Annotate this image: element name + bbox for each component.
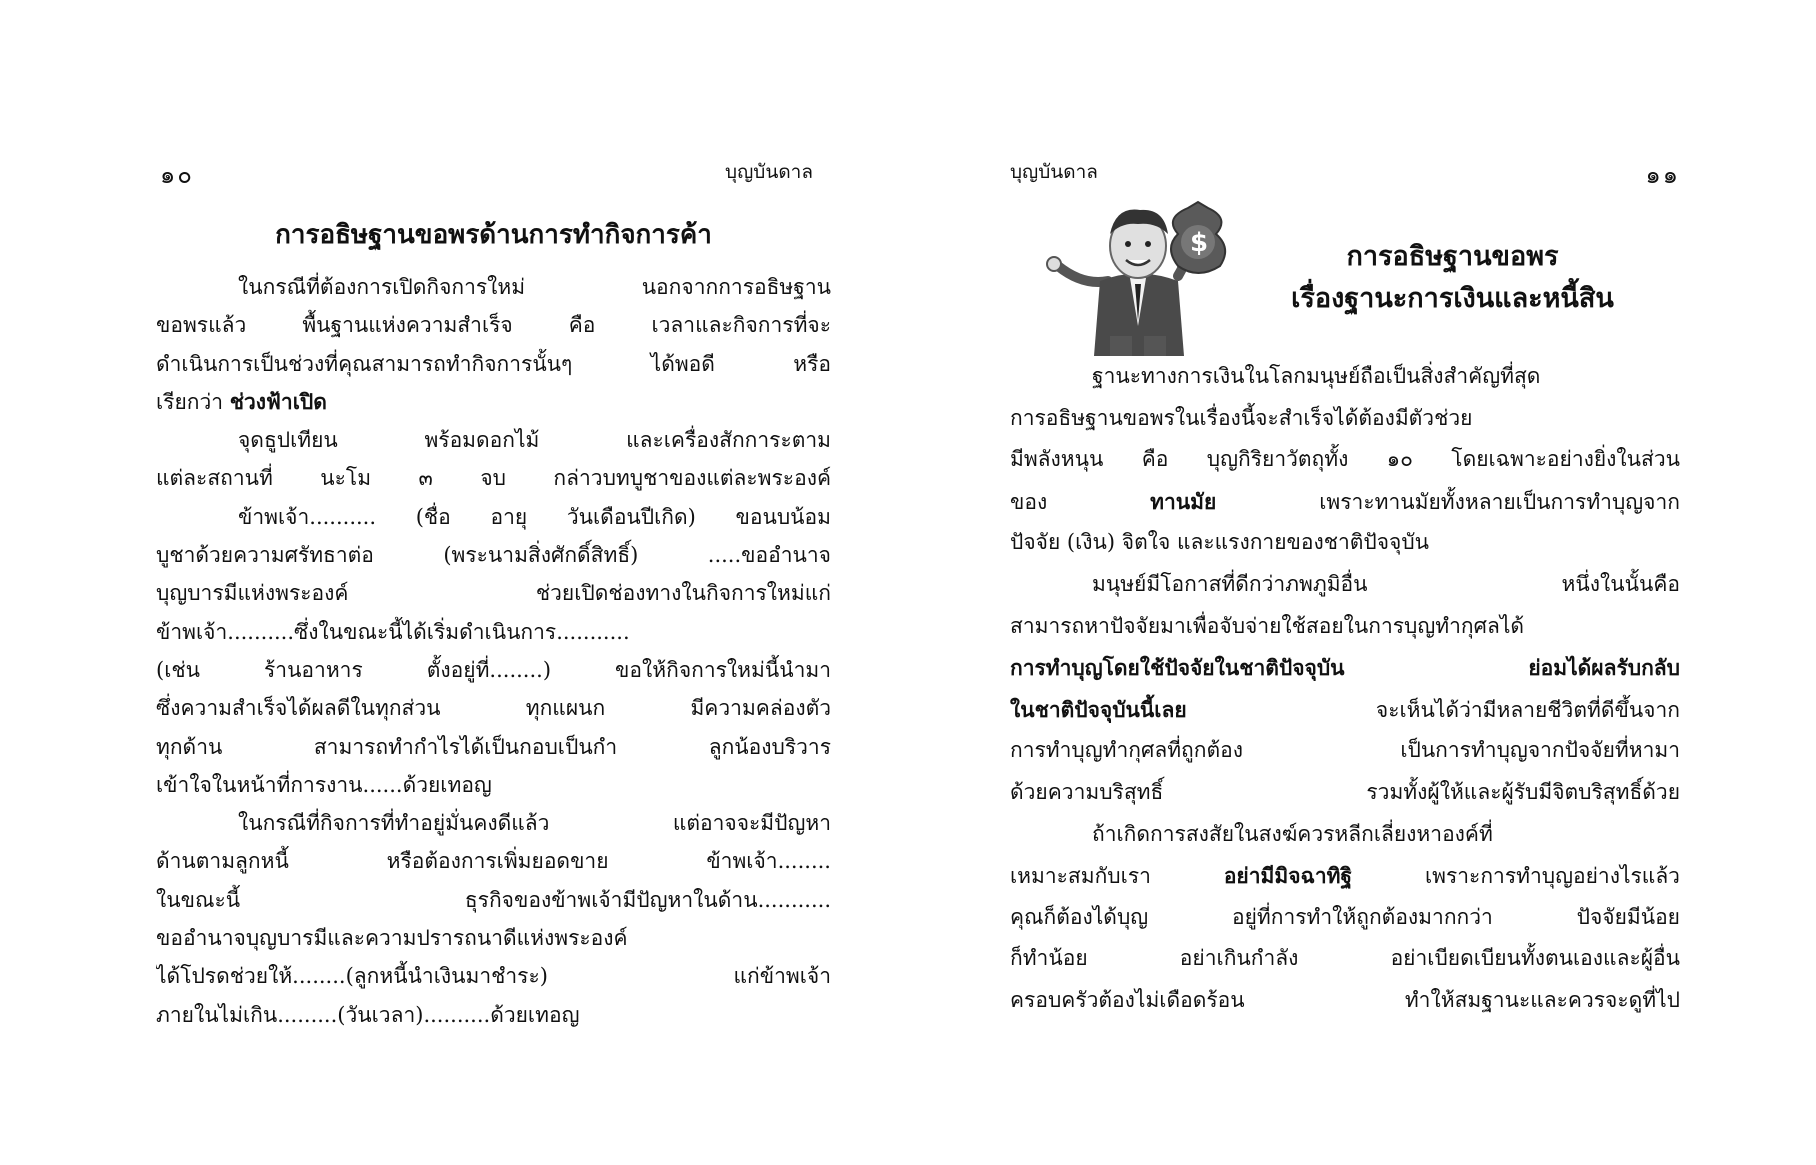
text-line: (เช่น ร้านอาหาร ตั้งอยู่ที่........) ขอให้กิจการใหม่นี้นำมา: [156, 657, 831, 682]
text-line: บุญบารมีแห่งพระองค์ ช่วยเปิดช่องทางในกิจการใหม่แก่: [156, 581, 831, 606]
emphasis-text: ในชาติปัจจุบันนี้เลย: [1010, 696, 1187, 722]
body-text: [1010, 356, 1680, 1022]
text-line: ปัจจัย (เงิน) จิตใจ และแรงกายของชาติปัจจุบัน: [1010, 530, 1430, 555]
text-line: ทุกด้าน สามารถทำกำไรได้เป็นกอบเป็นกำ ลูกน้องบริวาร: [156, 734, 831, 759]
line-text: ของ: [1010, 489, 1151, 514]
emphasis-text: อย่ามีมิจฉาทิฐิ: [1223, 863, 1353, 889]
text-line: ในขณะนี้ ธุรกิจของข้าพเจ้ามีปัญหาในด้าน...........: [156, 887, 831, 912]
line-text: เพราะการทำบุญอย่างไรแล้ว: [1352, 864, 1680, 889]
text-line: ฐานะทางการเงินในโลกมนุษย์ถือเป็นสิ่งสำคัญที่สุด: [1092, 364, 1541, 388]
text-line: [1010, 689, 1680, 731]
text-line: แต่ละสถานที่ นะโม ๓ จบ กล่าวบทบูชาของแต่ละพระองค์: [156, 466, 831, 491]
chapter-title: [1225, 236, 1680, 320]
text-line: ซึ่งความสำเร็จได้ผลดีในทุกส่วน ทุกแผนก มีความคล่องตัว: [156, 696, 831, 721]
running-title: บุญบันดาล: [1010, 161, 1098, 183]
text-line: การทำบุญทำกุศลที่ถูกต้อง เป็นการทำบุญจากปัจจัยที่หามา: [1010, 738, 1680, 763]
text-line: [1010, 481, 1680, 523]
left-page: [156, 0, 831, 1165]
emphasis-text: ทานมัย: [1150, 488, 1217, 514]
text-line: ก็ทำน้อย อย่าเกินกำลัง อย่าเบียดเบียนทั้งตนเองและผู้อื่น: [1010, 946, 1680, 971]
line-text: จะเห็นได้ว่ามีหลายชีวิตที่ดีขึ้นจาก: [1186, 697, 1680, 722]
text-line: มนุษย์มีโอกาสที่ดีกว่าภพภูมิอื่น หนึ่งในนั้นคือ: [1092, 571, 1680, 596]
emphasis-text: ช่วงฟ้าเปิด: [229, 388, 327, 414]
text-line: ดำเนินการเป็นช่วงที่คุณสามารถทำกิจการนั้นๆ ได้พอดี หรือ: [156, 351, 831, 376]
text-line: การอธิษฐานขอพรในเรื่องนี้จะสำเร็จได้ต้องมีตัวช่วย: [1010, 405, 1473, 430]
text-line: ด้านตามลูกหนี้ หรือต้องการเพิ่มยอดขาย ข้าพเจ้า........: [156, 849, 831, 874]
text-line: [1010, 855, 1680, 897]
text-line: ด้วยความบริสุทธิ์ รวมทั้งผู้ให้และผู้รับมีจิตบริสุทธิ์ด้วย: [1010, 779, 1680, 804]
text-line: มีพลังหนุน คือ บุญกิริยาวัตถุทั้ง ๑๐ โดยเฉพาะอย่างยิ่งในส่วน: [1010, 447, 1680, 472]
text-line: ถ้าเกิดการสงสัยในสงฆ์ควรหลีกเลี่ยงหาองค์ที่: [1092, 821, 1493, 846]
text-line: คุณก็ต้องได้บุญ อยู่ที่การทำให้ถูกต้องมากกว่า ปัจจัยมีน้อย: [1010, 904, 1680, 929]
text-line: ในกรณีที่ต้องการเปิดกิจการใหม่ นอกจากการอธิษฐาน: [238, 275, 831, 299]
emphasis-text: การทำบุญโดยใช้ปัจจัยในชาติปัจจุบัน ย่อมได้ผลรับกลับ: [1010, 655, 1680, 681]
businessman-money-bag-illustration: [1038, 196, 1228, 356]
running-title: บุญบันดาล: [725, 161, 813, 183]
line-text: เพราะทานมัยทั้งหลายเป็นการทำบุญจาก: [1216, 489, 1680, 514]
page-number: ๑๐: [160, 161, 194, 189]
text-line: เข้าใจในหน้าที่การงาน......ด้วยเทอญ: [156, 772, 492, 797]
chapter-title-line-2: เรื่องฐานะการเงินและหนี้สิน: [1291, 283, 1614, 314]
dollar-sign-icon: $: [1189, 228, 1209, 258]
chapter-title: การอธิษฐานขอพรด้านการทำกิจการค้า: [275, 220, 712, 250]
text-line: ได้โปรดช่วยให้........(ลูกหนี้นำเงินมาชำระ) แก่ข้าพเจ้า: [156, 964, 831, 989]
page-number: ๑๑: [1645, 161, 1680, 189]
text-line: ขออำนาจบุญบารมีและความปรารถนาดีแห่งพระองค์: [156, 926, 628, 951]
text-line: ข้าพเจ้า.......... (ชื่อ อายุ วันเดือนปีเกิด) ขอนบน้อม: [238, 504, 831, 529]
text-line: ภายในไม่เกิน.........(วันเวลา)..........ด้วยเทอญ: [156, 1002, 580, 1027]
text-line: ข้าพเจ้า..........ซึ่งในขณะนี้ได้เริ่มดำเนินการ...........: [156, 619, 630, 644]
line-text: เหมาะสมกับเรา: [1010, 864, 1224, 889]
chapter-title-line-1: การอธิษฐานขอพร: [1346, 241, 1559, 272]
text-line: ขอพรแล้ว พื้นฐานแห่งความสำเร็จ คือ เวลาและกิจการที่จะ: [156, 313, 831, 338]
right-page: [1010, 0, 1680, 1165]
text-line: ครอบครัวต้องไม่เดือดร้อน ทำให้สมฐานะและควรจะดูที่ไป: [1010, 987, 1680, 1012]
line-text: เรียกว่า: [156, 389, 230, 414]
left-running-header: [156, 155, 831, 189]
text-line: จุดธูปเทียน พร้อมดอกไม้ และเครื่องสักการะตาม: [238, 428, 831, 453]
body-text: [156, 268, 831, 1034]
text-line: ในกรณีที่กิจการที่ทำอยู่มั่นคงดีแล้ว แต่อาจจะมีปัญหา: [238, 811, 831, 836]
text-line: บูชาด้วยความศรัทธาต่อ (พระนามสิ่งศักดิ์สิทธิ์) .....ขออำนาจ: [156, 543, 831, 568]
right-running-header: [1010, 155, 1680, 189]
text-line: [1010, 647, 1680, 689]
text-line: [156, 383, 831, 421]
text-line: สามารถหาปัจจัยมาเพื่อจับจ่ายใช้สอยในการบุญทำกุศลได้: [1010, 613, 1525, 638]
